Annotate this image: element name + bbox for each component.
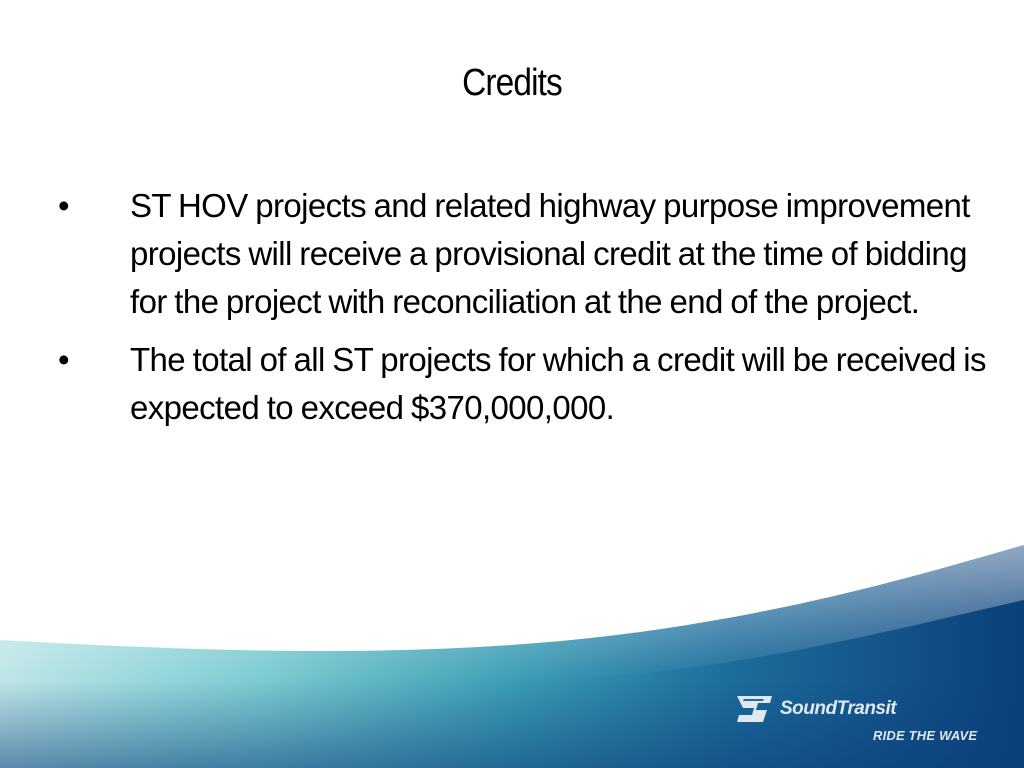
bullet-list xyxy=(58,182,998,442)
logo-name: SoundTransit xyxy=(780,698,897,719)
bullet-text: ST HOV projects and related highway purpose improvement projects will receive a provisional credit at the time of bidding for the project with reconciliation at the end of the project. xyxy=(130,187,970,320)
bullet-item xyxy=(58,182,998,326)
slide-title: Credits xyxy=(462,62,562,104)
bullet-marker: • xyxy=(58,187,70,224)
sound-transit-icon xyxy=(734,694,774,724)
sound-transit-logo xyxy=(734,692,994,748)
bullet-marker: • xyxy=(58,341,70,378)
bullet-text: The total of all ST projects for which a credit will be received is expected to exceed $370,000,000. xyxy=(130,341,986,426)
bullet-item xyxy=(58,336,998,432)
logo-tagline: RIDE THE WAVE xyxy=(873,728,978,743)
